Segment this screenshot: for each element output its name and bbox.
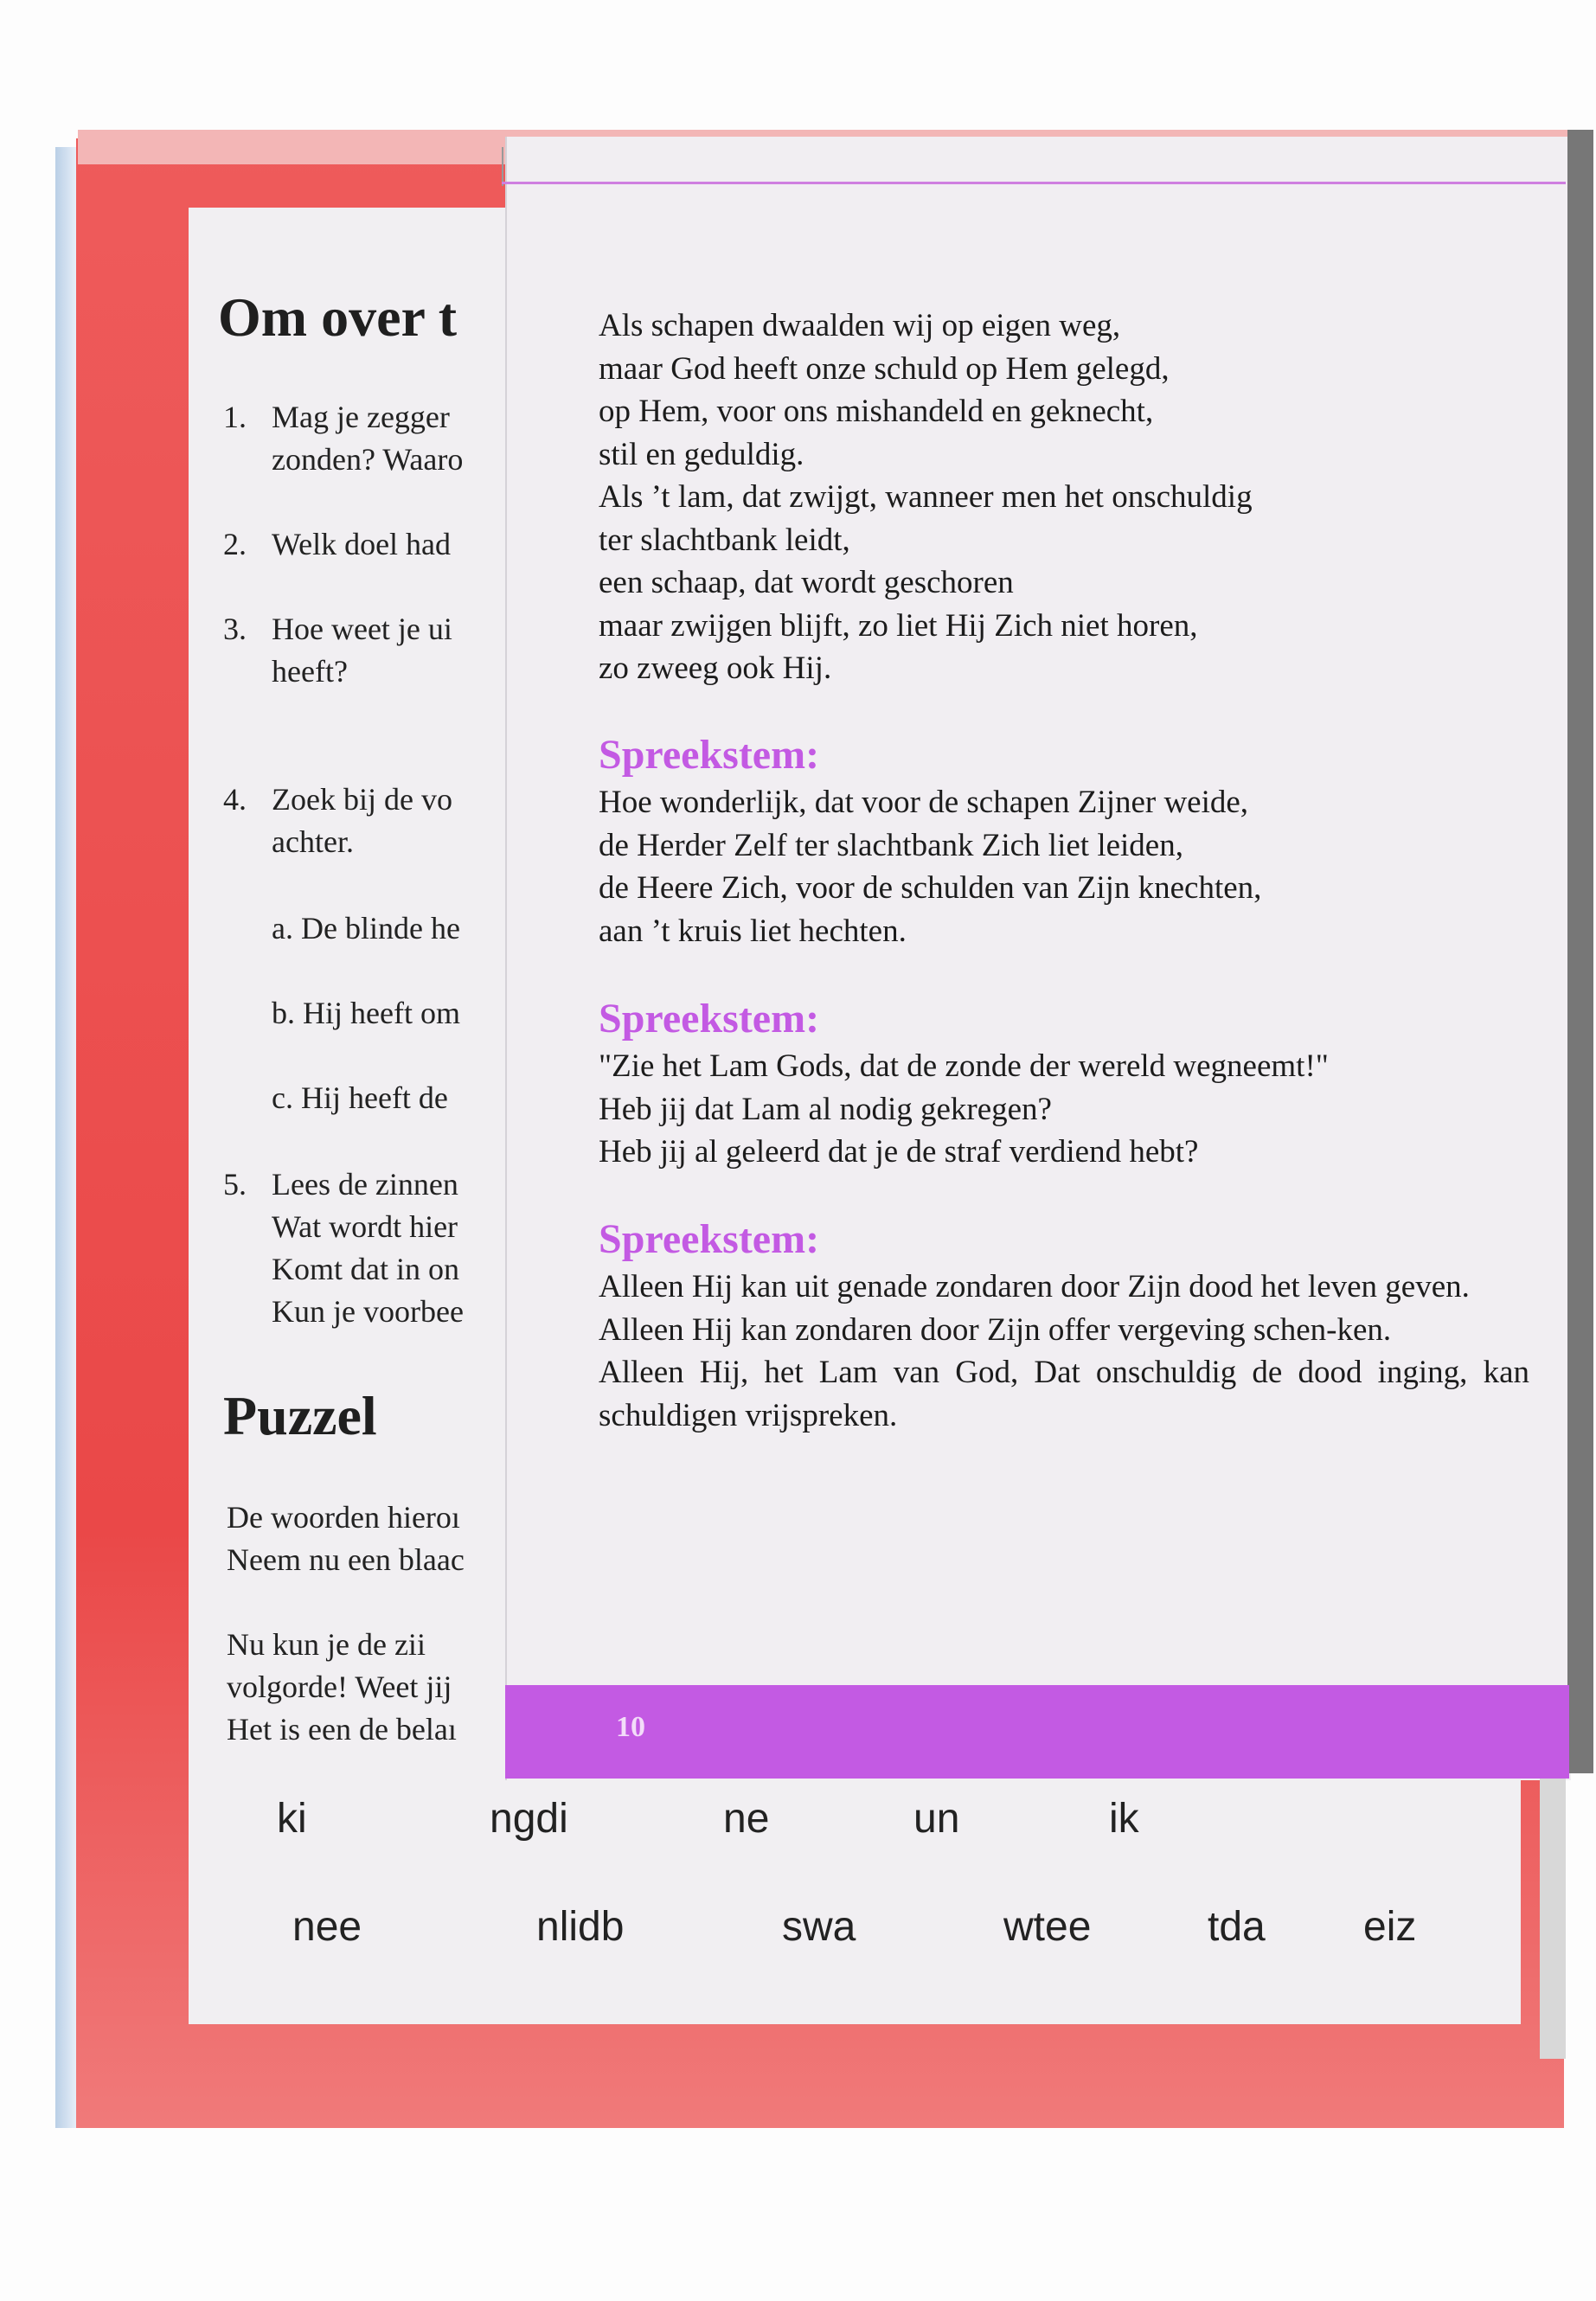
page-edge-right <box>1567 130 1593 1773</box>
section-line: Hoe wonderlijk, dat voor de schapen Zijner weide, <box>599 785 1249 820</box>
question-4 <box>223 779 452 863</box>
poem-line: op Hem, voor ons mishandeld en geknecht, <box>599 394 1154 429</box>
top-rule <box>502 182 1566 184</box>
question-number: 1. <box>223 400 247 434</box>
puzzle-word: swa <box>782 1904 856 1950</box>
question-line: zonden? Waaro <box>272 442 464 477</box>
puzzle-word-area <box>189 1780 1521 2022</box>
section-heading-2: Spreekstem: <box>599 996 820 1042</box>
poem-line: maar zwijgen blijft, zo liet Hij Zich niet horen, <box>599 607 1198 644</box>
poem-line: stil en geduldig. <box>599 436 804 472</box>
puzzle-word: nee <box>292 1904 362 1950</box>
left-page-title: Om over t <box>218 286 458 348</box>
puzzel-text-2 <box>227 1624 457 1751</box>
puzzle-word: tda <box>1208 1904 1266 1950</box>
footer-band <box>505 1685 1569 1779</box>
sub-item-a: a. De blinde he <box>272 911 460 945</box>
section-heading-3: Spreekstem: <box>599 1216 820 1262</box>
page-corner-mark <box>502 147 503 186</box>
section-line: Heb jij al geleerd dat je de straf verdiend hebt? <box>599 1134 1199 1170</box>
question-number: 4. <box>223 782 247 817</box>
question-5 <box>223 1163 464 1333</box>
puzzel-line: De woorden hieroı <box>227 1500 460 1535</box>
question-number: 3. <box>223 612 247 646</box>
question-1 <box>223 396 463 481</box>
section-3-text <box>599 1266 1529 1437</box>
puzzel-line: Nu kun je de zii <box>227 1627 426 1662</box>
page-number: 10 <box>616 1711 645 1743</box>
page-edge-right-lower <box>1540 1773 1566 2059</box>
sub-item-c: c. Hij heeft de <box>272 1080 448 1115</box>
section-line: Heb jij dat Lam al nodig gekregen? <box>599 1091 1052 1127</box>
section-1-text <box>599 781 1261 952</box>
puzzel-line: Neem nu een blaac <box>227 1542 465 1577</box>
poem-line: zo zweeg ook Hij. <box>599 651 832 686</box>
question-line: Zoek bij de vo <box>272 782 452 817</box>
section-paragraph: Alleen Hij kan zondaren door Zijn offer vergeving schen-ken. <box>599 1311 1392 1348</box>
puzzle-word: eiz <box>1363 1904 1417 1950</box>
section-2-text <box>599 1045 1329 1174</box>
question-line: Mag je zegger <box>272 400 450 434</box>
question-line: Kun je voorbee <box>272 1294 464 1329</box>
question-number: 5. <box>223 1167 247 1202</box>
question-3 <box>223 608 452 693</box>
puzzle-word: ne <box>723 1796 770 1842</box>
sub-item-b: b. Hij heeft om <box>272 996 460 1030</box>
poem-block <box>599 304 1253 690</box>
section-paragraph: Alleen Hij, het Lam van God, Dat onschuldig de dood inging, kan schuldigen vrijspreken. <box>599 1355 1529 1433</box>
poem-line: ter slachtbank leidt, <box>599 522 850 558</box>
poem-line: een schaap, dat wordt geschoren <box>599 565 1014 600</box>
puzzel-title: Puzzel <box>223 1385 377 1446</box>
question-line: heeft? <box>272 654 348 689</box>
question-line: Lees de zinnen <box>272 1167 458 1202</box>
puzzle-word: wtee <box>1003 1904 1092 1950</box>
question-2 <box>223 523 451 566</box>
puzzel-line: Het is een de belaı <box>227 1712 457 1747</box>
question-number: 2. <box>223 527 247 561</box>
question-line: Wat wordt hier <box>272 1209 458 1244</box>
puzzle-word: ik <box>1109 1796 1139 1842</box>
puzzle-word: ngdi <box>490 1796 568 1842</box>
section-line: "Zie het Lam Gods, dat de zonde der wereld wegneemt!" <box>599 1048 1329 1084</box>
question-line: Welk doel had <box>272 527 452 561</box>
puzzle-word: un <box>913 1796 960 1842</box>
puzzle-word: nlidb <box>536 1904 625 1950</box>
question-line: achter. <box>272 824 354 859</box>
poem-line: maar God heeft onze schuld op Hem gelegd, <box>599 350 1170 387</box>
puzzel-line: volgorde! Weet jij <box>227 1670 452 1704</box>
section-line: de Herder Zelf ter slachtbank Zich liet leiden, <box>599 827 1183 863</box>
puzzle-word: ki <box>277 1796 307 1842</box>
poem-line: Als schapen dwaalden wij op eigen weg, <box>599 308 1121 343</box>
poem-line: Als ’t lam, dat zwijgt, wanneer men het onschuldig <box>599 479 1253 515</box>
section-heading-1: Spreekstem: <box>599 732 820 778</box>
section-paragraph: Alleen Hij kan uit genade zondaren door Zijn dood het leven geven. <box>599 1269 1470 1304</box>
section-line: de Heere Zich, voor de schulden van Zijn knechten, <box>599 870 1262 906</box>
question-line: Hoe weet je ui <box>272 612 452 646</box>
question-line: Komt dat in on <box>272 1252 459 1286</box>
section-line: aan ’t kruis liet hechten. <box>599 913 907 949</box>
puzzel-text-1 <box>227 1497 465 1581</box>
